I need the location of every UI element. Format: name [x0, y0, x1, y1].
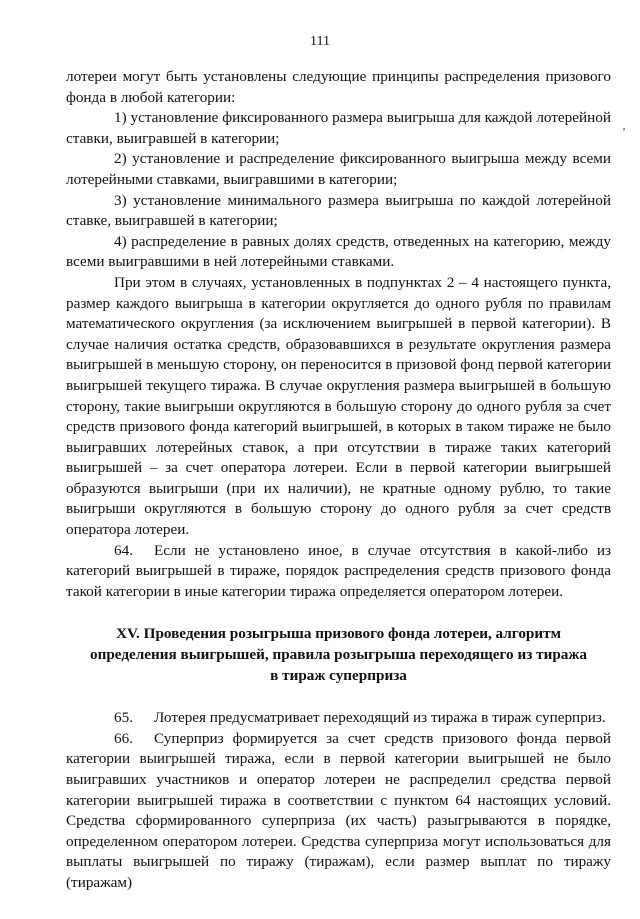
paragraph-65: [66, 708, 611, 729]
margin-mark: ‚: [622, 118, 626, 132]
paragraph-item-2: 2) установление и распределение фиксированного выигрыша между всеми лотерейными ставками, выигравшими в категории;: [66, 150, 611, 188]
paragraph-rounding-rules: При этом в случаях, установленных в подпунктах 2 – 4 настоящего пункта, размер каждого выигрыша в категории округляется до одного рубля по правилам математического округления (за исключением выигрышей в первой категории). В случае наличия остатка средств, образовавшихся в результате округления размера выигрышей в меньшую сторону, он переносится в призовой фонд первой категории выигрышей текущего тиража. В случае округления размера выигрышей в большую сторону, такие выигрыши округляются в большую сторону до одного рубля за счет средств призового фонда категорий выигрышей, в которых в таком тираже не было выигравших лотерейных ставок, а при отсутствии в тираже таких категорий выигрышей – за счет оператора лотереи. Если в первой категории выигрышей образуются выигрыши (при их наличии), не кратные одному рублю, то такие выигрыши округляются в большую сторону до одного рубля за счет средств оператора лотереи.: [66, 273, 611, 539]
item-number-64: 64.: [114, 541, 133, 559]
item-text-66: Суперприз формируется за счет средств призового фонда первой категории выигрышей тиража, если в первой категории выигрышей не было выигравших участников и оператор лотереи не распределил средства первой категории выигрышей тиража в соответствии с пунктом 64 настоящих условий. Средства сформированного суперприза (их часть) разыгрываются в порядке, определенном оператором лотереи. Средства суперприза могут использоваться для выплаты выигрышей по тиражу (тиражам), если размер выплат по тиражу (тиражам): [66, 729, 611, 891]
heading-line-1: XV. Проведения розыгрыша призового фонда лотереи, алгоритм: [116, 625, 561, 643]
paragraph-item-1: 1) установление фиксированного размера выигрыша для каждой лотерейной ставки, выигравшей в категории;: [66, 109, 611, 147]
paragraph-item-4: 4) распределение в равных долях средств, отведенных на категорию, между всеми выигравшими в ней лотерейными ставками.: [66, 232, 611, 271]
document-body: [66, 67, 611, 894]
item-text-64: Если не установлено иное, в случае отсутствия в какой-либо из категорий выигрышей в тираже, порядок распределения средств призового фонда такой категории в иные категории тиража определяется оператором лотереи.: [66, 541, 611, 600]
item-number-66: 66.: [114, 729, 133, 747]
section-heading: [66, 624, 611, 686]
page-number: 111: [310, 34, 330, 49]
paragraph-item-3: 3) установление минимального размера выигрыша по каждой лотерейной ставке, выигравшей в категории;: [66, 191, 611, 230]
paragraph-64: [66, 541, 611, 603]
item-number-65: 65.: [114, 709, 133, 727]
heading-line-2: определения выигрышей, правила розыгрыша переходящего из тиража: [90, 646, 587, 664]
item-text-65: Лотерея предусматривает переходящий из тиража в тираж суперприз.: [154, 709, 606, 727]
heading-line-3: в тираж суперприза: [270, 666, 407, 684]
paragraph-66: [66, 729, 611, 894]
paragraph-intro: лотереи могут быть установлены следующие принципы распределения призового фонда в любой категории:: [66, 68, 611, 106]
